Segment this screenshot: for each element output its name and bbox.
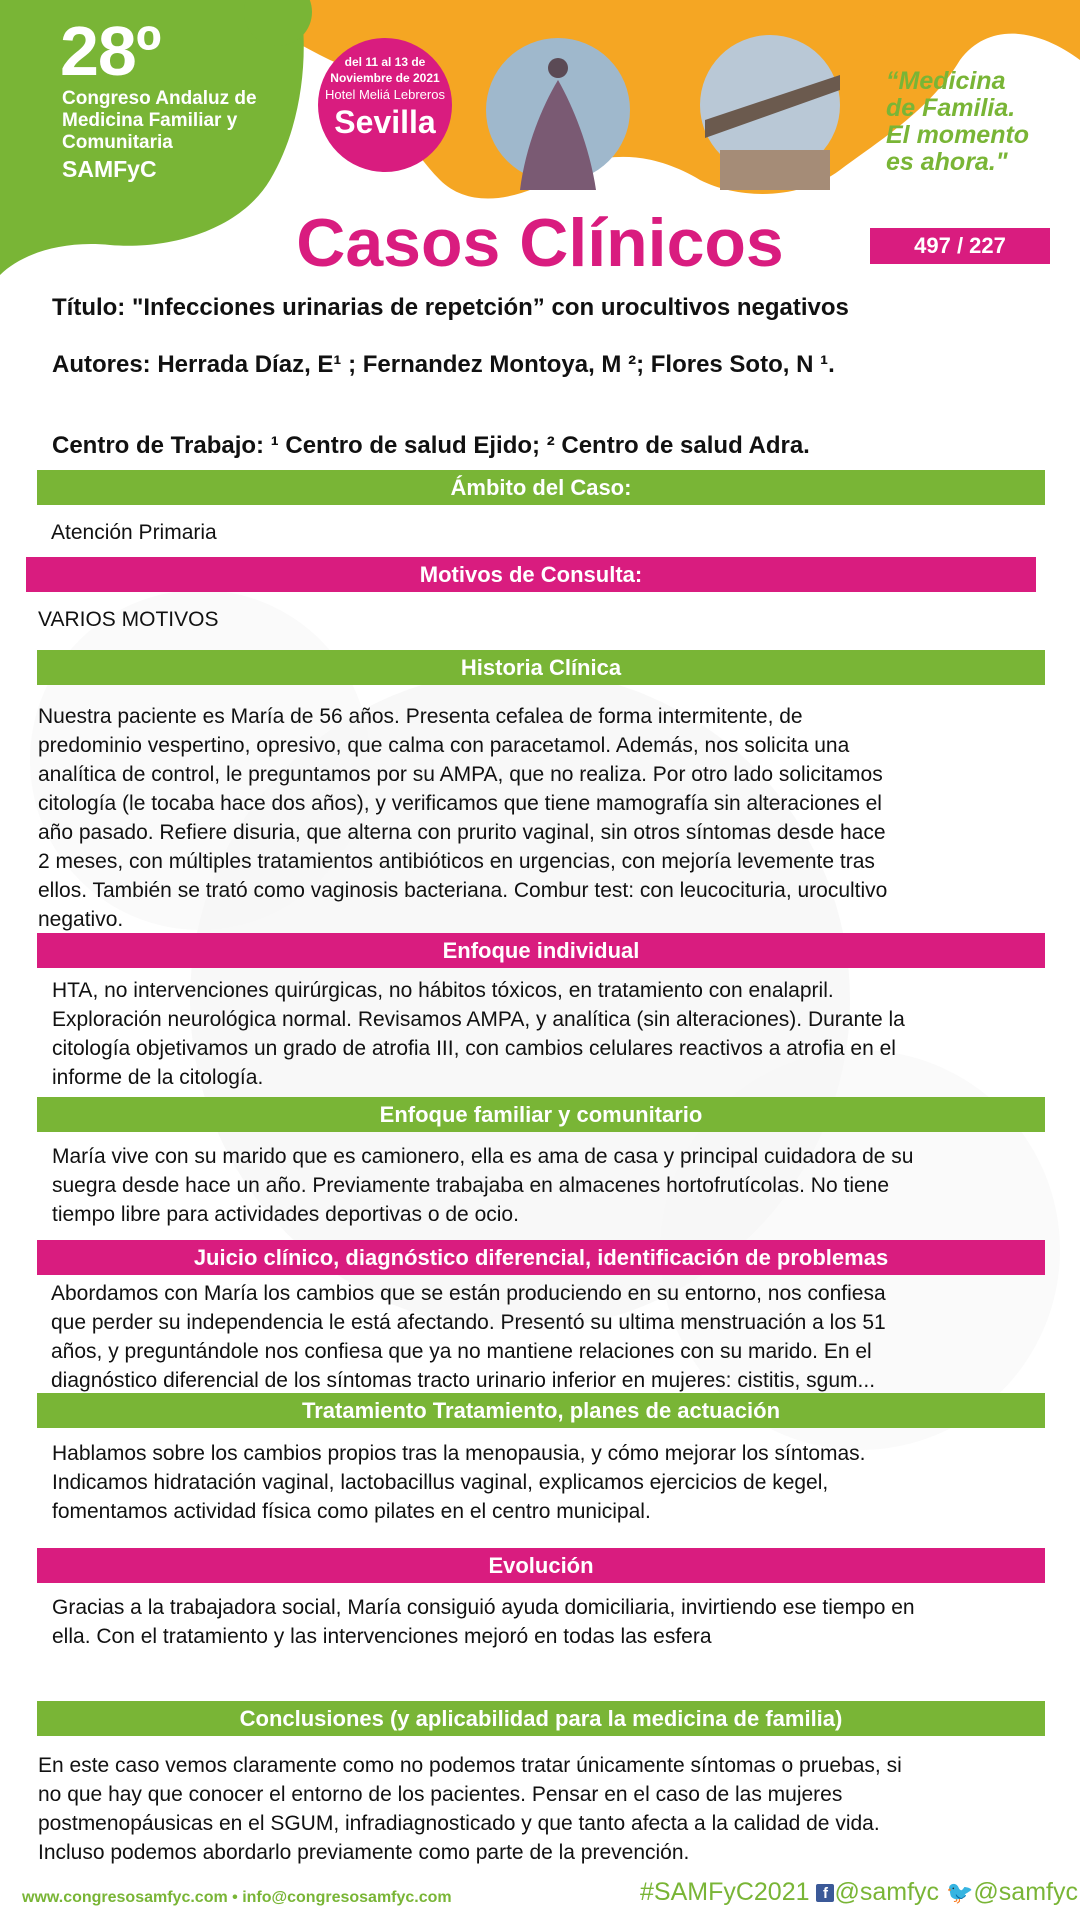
section-text-evolucion	[52, 1593, 1062, 1651]
historia-line: ellos. También se trató como vaginosis bacteriana. Combur test: con leucocituria, urocultivo	[38, 879, 888, 902]
website-link[interactable]: www.congresosamfyc.com	[22, 1889, 228, 1906]
section-heading-tratamiento: Tratamiento Tratamiento, planes de actuación	[37, 1393, 1045, 1428]
facebook-handle[interactable]: @samfyc	[834, 1878, 940, 1906]
footer-contact	[22, 1889, 452, 1907]
section-text-juicio	[51, 1279, 1061, 1393]
authors: Autores: Herrada Díaz, E¹ ; Fernandez Montoya, M ²; Flores Soto, N ¹.	[52, 351, 835, 378]
slogan	[886, 68, 1066, 176]
section-heading-motivos: Motivos de Consulta:	[26, 557, 1036, 592]
event-venue: Hotel Meliá Lebreros	[325, 87, 445, 102]
section-text-familiar	[52, 1142, 1062, 1229]
juicio-line: años, y preguntándole nos confiesa que ya no mantiene relaciones con su marido. En el	[51, 1340, 872, 1363]
event-date-line-1: del 11 al 13 de	[344, 55, 426, 69]
individual-line: informe de la citología.	[52, 1066, 264, 1089]
section-heading-individual: Enfoque individual	[37, 933, 1045, 968]
section-heading-historia: Historia Clínica	[37, 650, 1045, 685]
familiar-line: suegra desde hace un año. Previamente trabajaba en almacenes hortofrutícolas. No tiene	[52, 1174, 890, 1197]
historia-line: citología (le tocaba hace dos años), y verificamos que tiene mamografía sin alteraciones el	[38, 792, 882, 815]
historia-line: analítica de control, le preguntamos por su AMPA, que no realiza. Por otro lado solicitamos	[38, 763, 883, 786]
page-title: Casos Clínicos	[296, 205, 784, 281]
individual-line: citología objetivamos un grado de atrofia III, con cambios celulares reactivos a atrofia en el	[52, 1037, 896, 1060]
section-heading-conclusiones: Conclusiones (y aplicabilidad para la medicina de familia)	[37, 1701, 1045, 1736]
event-date-line-2: Noviembre de 2021	[330, 71, 440, 85]
case-title: Título: "Infecciones urinarias de repetción” con urocultivos negativos	[52, 294, 849, 321]
section-text-motivos: VARIOS MOTIVOS	[38, 608, 219, 631]
section-text-historia	[38, 702, 1048, 934]
conclusiones-line: postmenopáusicas en el SGUM, infradiagnosticado y que tanto afecta a la calidad de vida.	[38, 1812, 880, 1835]
case-code-badge: 497 / 227	[870, 228, 1050, 264]
historia-line: año pasado. Refiere disuria, que alterna con prurito vaginal, sin otros síntomas desde hace	[38, 821, 886, 844]
tratamiento-line: fomentamos actividad física como pilates en el centro municipal.	[52, 1500, 651, 1523]
facebook-icon: f	[816, 1884, 834, 1902]
familiar-line: María vive con su marido que es camionero, ella es ama de casa y principal cuidadora de su	[52, 1145, 914, 1168]
section-heading-familiar: Enfoque familiar y comunitario	[37, 1097, 1045, 1132]
section-text-conclusiones	[38, 1751, 1058, 1867]
historia-line: Nuestra paciente es María de 56 años. Presenta cefalea de forma intermitente, de	[38, 705, 803, 728]
separator-dot: •	[232, 1889, 243, 1906]
individual-line: Exploración neurológica normal. Revisamos AMPA, y analítica (sin alteraciones). Durante la	[52, 1008, 905, 1031]
twitter-icon: 🐦	[946, 1880, 974, 1906]
email-link[interactable]: info@congresosamfyc.com	[242, 1889, 452, 1906]
event-date-badge	[318, 38, 452, 172]
slogan-line-4: es ahora."	[886, 148, 1008, 176]
individual-line: HTA, no intervenciones quirúrgicas, no hábitos tóxicos, en tratamiento con enalapril.	[52, 979, 834, 1002]
conclusiones-line: no que hay que conocer el entorno de los pacientes. Pensar en el caso de las mujeres	[38, 1783, 843, 1806]
evolucion-line: Gracias a la trabajadora social, María consiguió ayuda domiciliaria, invirtiendo ese tiempo en	[52, 1596, 915, 1619]
familiar-line: tiempo libre para actividades deportivas o de ocio.	[52, 1203, 519, 1226]
juicio-line: que perder su independencia le está afectando. Presentó su ultima menstruación a los 51	[51, 1311, 886, 1334]
evolucion-line: ella. Con el tratamiento y las intervenciones mejoró en todas las esfera	[52, 1625, 712, 1648]
twitter-handle[interactable]: @samfyc	[973, 1878, 1078, 1906]
juicio-line: Abordamos con María los cambios que se están produciendo en su entorno, nos confiesa	[51, 1282, 886, 1305]
event-city: Sevilla	[334, 104, 436, 140]
conclusiones-line: Incluso podemos abordarlo previamente como parte de la prevención.	[38, 1841, 690, 1864]
slogan-line-2: de Familia.	[886, 94, 1016, 122]
section-text-individual	[52, 976, 1052, 1092]
organization-name: SAMFyC	[62, 156, 157, 182]
slogan-line-3: El momento	[886, 121, 1030, 149]
congress-number: 28º	[60, 12, 161, 90]
footer-social	[640, 1878, 1078, 1907]
section-text-tratamiento	[52, 1439, 1062, 1526]
congress-name: Congreso Andaluz de Medicina Familiar y Comunitaria	[62, 88, 257, 153]
juicio-line: diagnóstico diferencial de los síntomas tracto urinario inferior en mujeres: cistitis, sgum...	[51, 1369, 876, 1392]
section-heading-ambito: Ámbito del Caso:	[37, 470, 1045, 505]
section-heading-evolucion: Evolución	[37, 1548, 1045, 1583]
tratamiento-line: Indicamos hidratación vaginal, lactobacillus vaginal, explicamos ejercicios de kegel,	[52, 1471, 829, 1494]
hashtag: #SAMFyC2021	[640, 1878, 810, 1906]
tratamiento-line: Hablamos sobre los cambios propios tras la menopausia, y cómo mejorar los síntomas.	[52, 1442, 866, 1465]
historia-line: negativo.	[38, 908, 124, 931]
conclusiones-line: En este caso vemos claramente como no podemos tratar únicamente síntomas o pruebas, si	[38, 1754, 902, 1777]
historia-line: predominio vespertino, opresivo, que calma con paracetamol. Además, nos solicita una	[38, 734, 850, 757]
historia-line: 2 meses, con múltiples tratamientos antibióticos en urgencias, con mejoría levemente tras	[38, 850, 875, 873]
section-text-ambito: Atención Primaria	[51, 521, 217, 544]
slogan-line-1: “Medicina	[886, 67, 1006, 95]
section-heading-juicio: Juicio clínico, diagnóstico diferencial, identificación de problemas	[37, 1240, 1045, 1275]
workplace: Centro de Trabajo: ¹ Centro de salud Ejido; ² Centro de salud Adra.	[52, 432, 810, 459]
